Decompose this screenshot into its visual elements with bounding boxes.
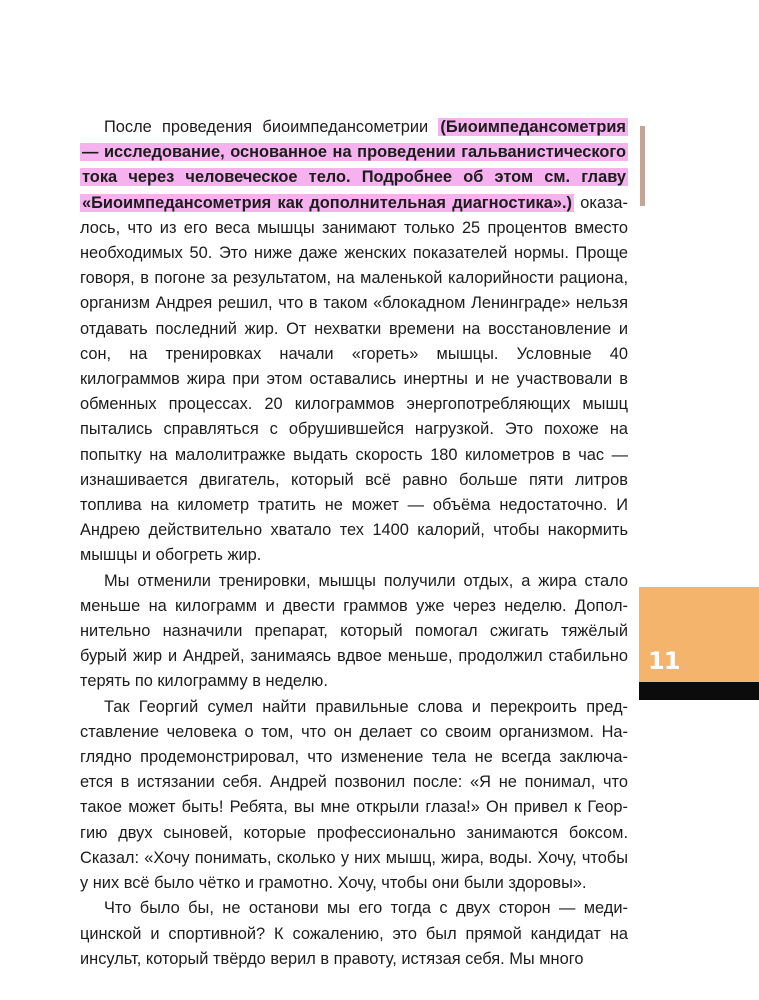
paragraph-2: Мы отменили тренировки, мышцы получили отдых, а жира стало меньше на килограмм и двести граммов уже через неделю. Дополнительно назначили препарат, который помогал сжигать тяжёлый бурый жир и Андрей, занимаясь вдвое меньше, продолжил стабильно терять по килограмму в неделю. [80, 571, 628, 691]
chapter-tab [639, 587, 759, 700]
paragraph-1 [80, 115, 628, 569]
chapter-tab-stripe [639, 682, 759, 700]
chapter-number: 11 [648, 647, 680, 675]
paragraph-4: Что было бы, не останови мы его тогда с двух сторон — медицинской и спортивной? К сожалению, это был прямой кандидат на инсульт, который твёрдо верил в правоту, истязая себя. Мы много [80, 899, 628, 968]
paragraph-3: Так Георгий сумел найти правильные слова и перекроить представление человека о том, что он делает со своим организмом. Наглядно продемонстрировал, что изменение тела не всегда заключается в истязании себя. Андрей позвонил после: «Я не понимал, что такое может быть! Ребята, вы мне открыли глаза!» Он привел к Георгию двух сыновей, которые профессионально занимаются боксом. Сказал: «Хочу понимать, сколько у них мышц, жира, воды. Хочу, чтобы у них всё было чётко и грамотно. Хочу, чтобы они были здоровы». [80, 697, 628, 893]
highlighted-note: (Биоимпедансометрия — исследование, основанное на проведении гальванистического тока через человеческое тело. Подробнее об этом см. главу «Биоимпедансометрия как дополнительная диагностика».) [82, 118, 626, 212]
paragraph-1-intro: После проведения биоимпедансометрии [104, 118, 439, 136]
paragraph-1-body: оказалось, что из его веса мышцы занимают только 25 процентов вместо необходимых 50. Это ниже даже женских показателей нормы. Проще говоря, в погоне за результатом, на маленькой калорийности рациона, организм Андрея решил, что в таком «блокадном Ленинграде» нельзя отдавать последний жир. От нехватки времени на восстановление и сон, на тренировках начали «гореть» мышцы. Условные 40 килограммов жира при этом оставались инертны и не участвовали в обменных процессах. 20 килограммов энергопотребляющих мышц пытались справляться с обрушившейся нагрузкой. Это похоже на попытку на малолитражке выдать скорость 180 километров в час — изнашивается двигатель, который всё равно больше пяти литров топлива на километр тратить не может — объёма недостаточно. И Андрею действительно хватало тех 1400 калорий, чтобы накормить мышцы и обогреть жир. [80, 193, 628, 565]
book-page-text [80, 115, 628, 972]
margin-note-bar [640, 126, 645, 206]
